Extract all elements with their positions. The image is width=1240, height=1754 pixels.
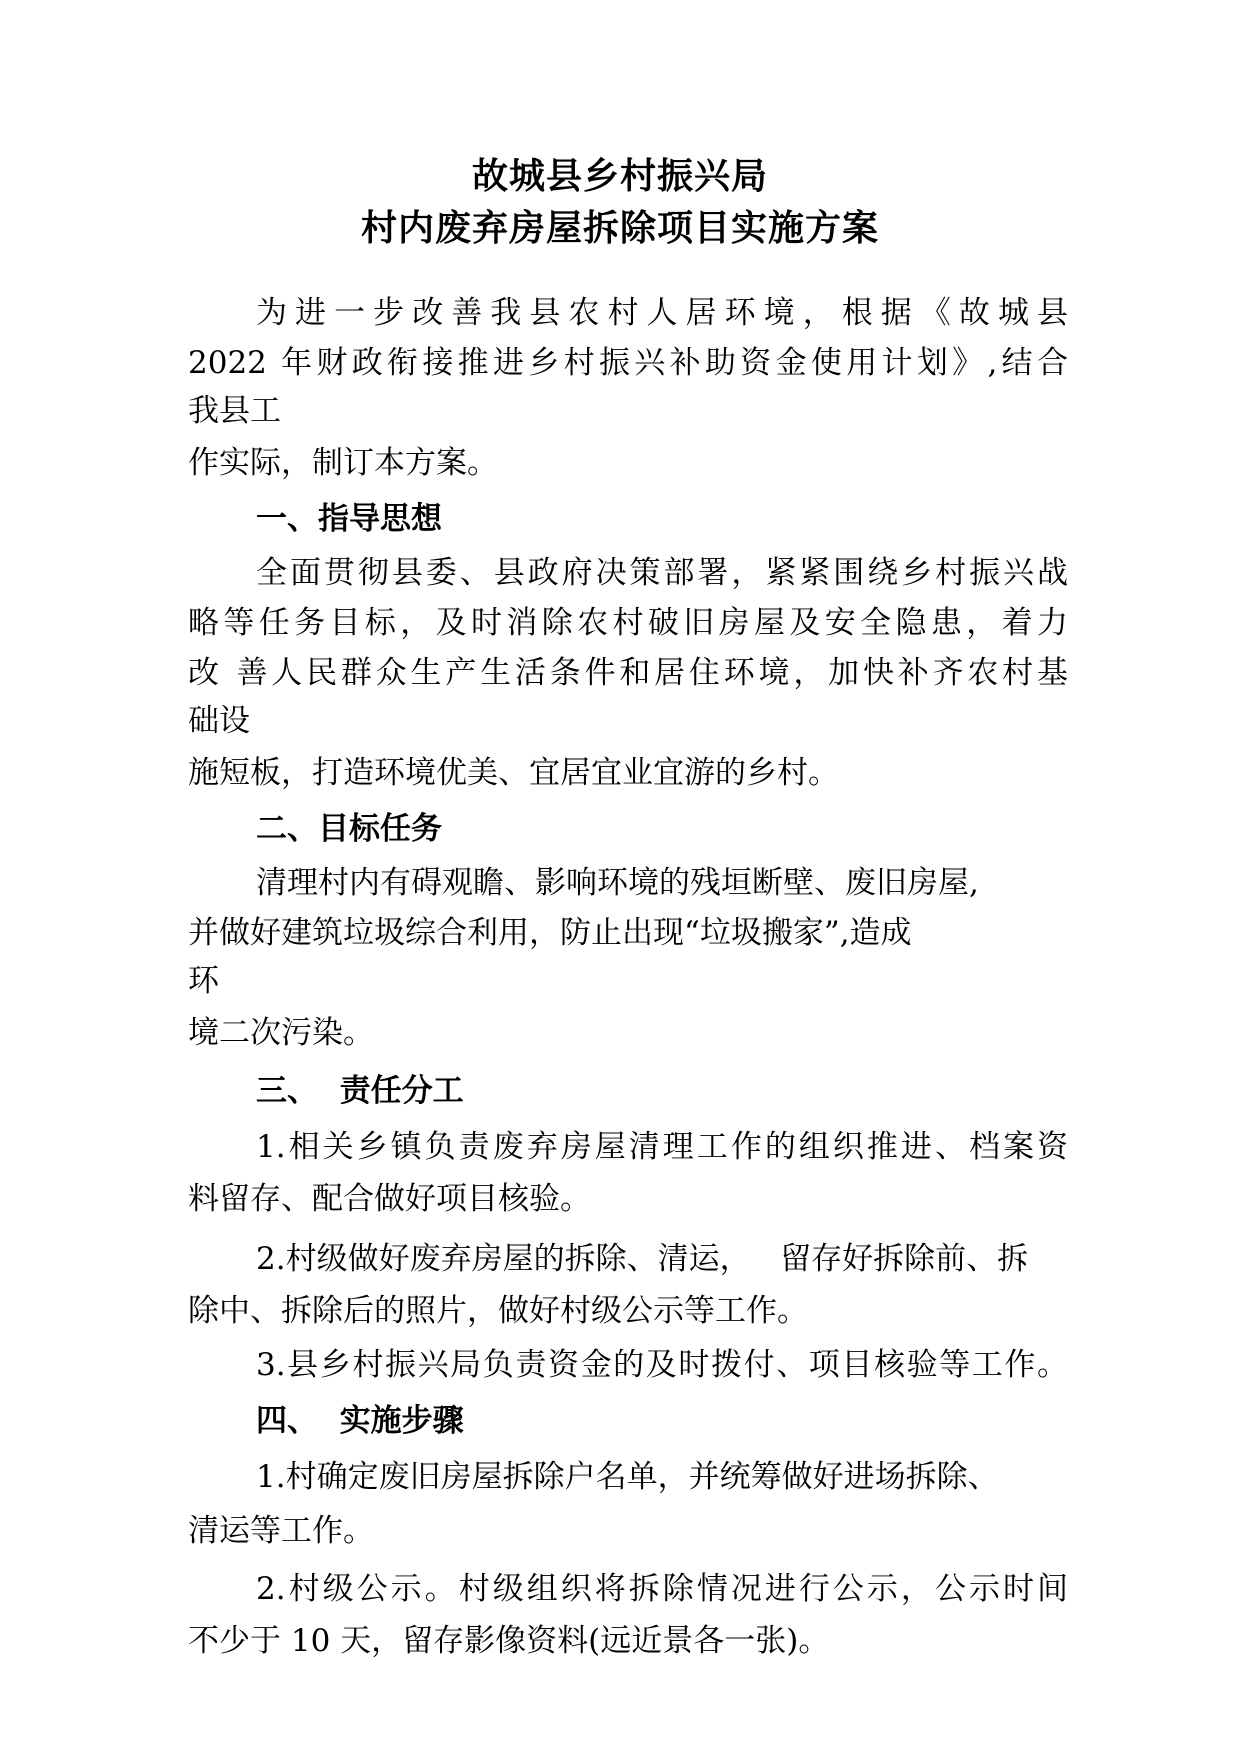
section3-line: 除中、拆除后的照片，做好村级公示等工作。 (188, 1293, 808, 1329)
section1-line: 础设 (188, 703, 250, 739)
section2-line: 环 (188, 963, 219, 999)
section2-line: 清理村内有碍观瞻、影响环境的残垣断壁、废旧房屋, (256, 865, 979, 901)
section4-line: 2.村级公示。村级组织将拆除情况进行公示，公示时间 (256, 1571, 1068, 1607)
document-title-line-1: 故城县乡村振兴局 (471, 156, 768, 197)
section-heading: 一、指导思想 (256, 501, 442, 537)
intro-line: 为进一步改善我县农村人居环境，根据《故城县 (256, 295, 1068, 331)
section2-line: 并做好建筑垃圾综合利用，防止出现“垃圾搬家”,造成 (188, 915, 912, 951)
section-heading: 二、目标任务 (256, 811, 442, 847)
section-heading: 四、 实施步骤 (256, 1403, 464, 1439)
section1-line: 改 善人民群众生产生活条件和居住环境，加快补齐农村基 (188, 655, 1068, 691)
section4-line: 清运等工作。 (188, 1513, 374, 1549)
section2-line: 境二次污染。 (188, 1015, 374, 1051)
section3-line: 3.县乡村振兴局负责资金的及时拨付、项目核验等工作。 (256, 1347, 1068, 1383)
section4-line: 不少于 10 天，留存影像资料(远近景各一张)。 (188, 1623, 830, 1659)
section4-line: 1.村确定废旧房屋拆除户名单，并统筹做好进场拆除、 (256, 1459, 999, 1495)
section3-line: 2.村级做好废弃房屋的拆除、清运， 留存好拆除前、拆 (256, 1241, 1029, 1277)
intro-line: 作实际，制订本方案。 (188, 445, 498, 481)
section1-line: 略等任务目标，及时消除农村破旧房屋及安全隐患，着力 (188, 605, 1068, 641)
section-heading: 三、 责任分工 (256, 1073, 464, 1109)
section1-line: 施短板，打造环境优美、宜居宜业宜游的乡村。 (188, 755, 839, 791)
section3-line: 料留存、配合做好项目核验。 (188, 1181, 591, 1217)
section3-line: 1.相关乡镇负责废弃房屋清理工作的组织推进、档案资 (256, 1129, 1068, 1165)
intro-line: 我县工 (188, 393, 281, 429)
section1-line: 全面贯彻县委、县政府决策部署，紧紧围绕乡村振兴战 (256, 555, 1068, 591)
document-title-line-2: 村内废弃房屋拆除项目实施方案 (360, 208, 879, 249)
intro-line: 2022 年财政衔接推进乡村振兴补助资金使用计划》,结合 (188, 345, 1068, 381)
